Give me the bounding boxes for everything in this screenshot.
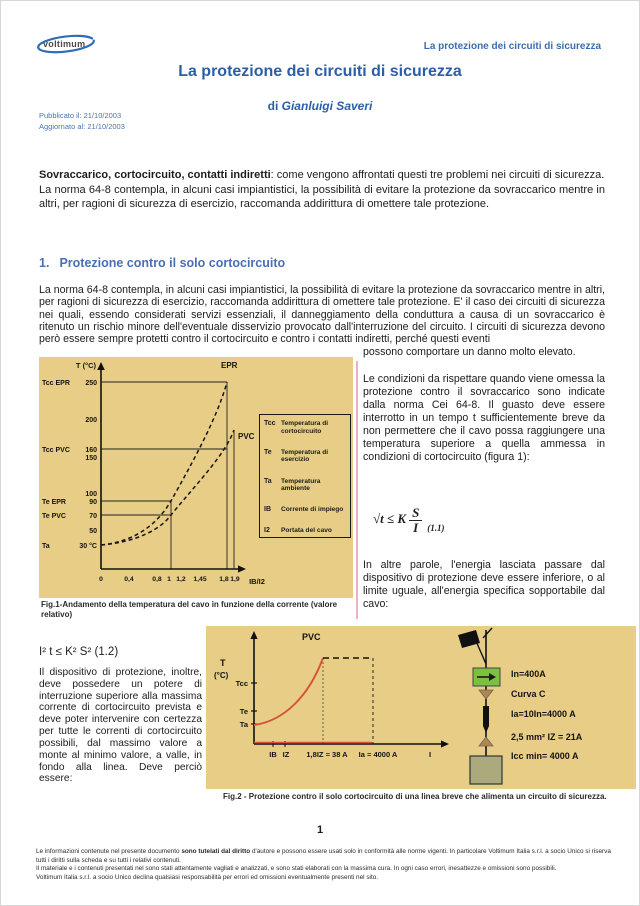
- fig2-y-title-2: (°C): [214, 671, 229, 680]
- intro-paragraph: [39, 168, 605, 212]
- circuit-label: Icc min= 4000 A: [511, 751, 579, 761]
- fig1-ytick: 90: [89, 499, 97, 506]
- intro-lead-rest: : come vengono affrontati questi tre problemi nei circuiti di sicurezza.: [270, 169, 605, 181]
- legend-item: [264, 478, 347, 493]
- publication-dates: [39, 111, 125, 133]
- section-1-paragraph: La norma 64-8 contempla, in alcuni casi impiantistici, la possibilità di evitare la protezione da sovraccarico mentre in altri, per ragioni di sicurezza di esercizio, raccomanda addirittura di omettere tale protezione. E' il caso dei circuiti di sicurezza nei quali, essendo considerati servizi essenziali, il danneggiamento della conduttura a causa di un sovraccarico è ritenuto un rischio minore dell'eventuale disservizio provocato dall'interruzione del circuito. I circuiti di sicurezza devono però essere sempre protetti contro il cortocircuito e contro i contatti indiretti, perché questi eventi: [39, 284, 605, 346]
- formula-fraction: [409, 506, 422, 534]
- formula-lhs: √t ≤ K: [373, 511, 407, 527]
- author-name: Gianluigi Saveri: [281, 99, 373, 113]
- voltimum-logo-text: voltimum: [43, 39, 86, 49]
- legend-symbol: Ta: [264, 477, 272, 485]
- fig1-xtick: 1,2: [176, 576, 186, 583]
- legend-item: [264, 506, 347, 514]
- fig1-x-axis-title: IB/I2: [249, 577, 265, 586]
- updated-date: Aggiornato al: 21/10/2003: [39, 121, 125, 131]
- fig1-ylabel-name: Te EPR: [42, 499, 66, 506]
- fig1-xtick: 0,4: [124, 576, 134, 583]
- figure-1-edge-rule: [356, 361, 358, 619]
- figure-2: [206, 626, 636, 789]
- formula-tag: (1.1): [427, 523, 445, 534]
- connector-arrow-icon: [479, 690, 493, 699]
- intro-paragraph-2: La norma 64-8 contempla, in alcuni casi impiantistici, la possibilità di evitare la protezione da sovraccarico mentre in altri, per ragioni di sicurezza di esercizio, raccomanda addirittura di omettere tale protezione.: [39, 183, 605, 211]
- section-1-heading: [39, 256, 285, 270]
- fig1-ytick: 200: [85, 417, 97, 424]
- figure-1-caption: Fig.1-Andamento della temperatura del cavo in funzione della corrente (valore relativo): [41, 600, 338, 620]
- fig1-xtick: 1,9: [230, 576, 240, 583]
- fig1-ytick: 70: [89, 513, 97, 520]
- fig1-ylabel-name: Tcc PVC: [42, 447, 70, 454]
- fig1-ytick: 100: [85, 491, 97, 498]
- fig2-x-axis-title: I: [428, 750, 432, 759]
- formula-denominator: I: [413, 519, 419, 535]
- legend-text: Temperatura ambiente: [281, 477, 321, 493]
- section-title: Protezione contro il solo cortocircuito: [59, 256, 286, 270]
- voltimum-logo: [35, 33, 99, 55]
- published-date: Pubblicato il: 21/10/2003: [39, 111, 122, 120]
- fig2-pvc-label: PVC: [302, 632, 321, 642]
- cable-segment-icon: [483, 706, 489, 733]
- fig1-ylabel-name: Ta: [42, 543, 50, 550]
- figure-2-caption: Fig.2 - Protezione contro il solo cortocircuito di una linea breve che alimenta un circuito di sicurezza.: [223, 792, 607, 801]
- legend-symbol: I2: [264, 527, 270, 535]
- fig2-xtick: 1,8IZ = 38 A: [306, 750, 348, 759]
- section-1-paragraph-wrap: possono comportare un danno molto elevato.: [363, 346, 576, 358]
- left-column-paragraph: Il dispositivo di protezione, inoltre, deve possedere un potere di interruzione superiore alla massima corrente di cortocircuito prevista e deve poter intervenire con certezza per tutte le correnti di cortocircuito possibili, dal massimo valore a monte al minimo valore, a valle, in fondo alla linea. Deve perciò essere:: [39, 667, 202, 785]
- fig2-ytick: Ta: [239, 720, 248, 729]
- formula-numerator: S: [409, 506, 422, 521]
- load-box-icon: [470, 756, 502, 784]
- fig2-ytick: Tcc: [235, 679, 248, 688]
- circuit-label: 2,5 mm² IZ = 21A: [511, 732, 583, 742]
- footer-line4: Voltimum Italia s.r.l. a socio Unico declina qualsiasi responsabilità per errori ed omissioni eventualmente presenti nel sito.: [36, 873, 379, 881]
- fig1-legend: [259, 414, 351, 538]
- footer-line3: Il materiale e i contenuti presentati nel sono stati attentamente vagliati e analizzati, e sono stati elaborati con la massima cura. In ogni caso errori, inesattezze e omissioni sono possibili.: [36, 865, 557, 873]
- right-column-paragraph-2: In altre parole, l'energia lasciata passare dal dispositivo di protezione deve essere inferiore, o al limite uguale, all'energia specifica sopportabile dal cavo:: [363, 559, 605, 610]
- page-title: La protezione dei circuiti di sicurezza: [178, 63, 462, 80]
- connector-arrow-icon: [479, 737, 493, 746]
- legend-text: Portata del cavo: [281, 527, 332, 535]
- fig1-ytick: 30 °C: [79, 543, 97, 550]
- footer-line1-pre: Le informazioni contenute nel presente documento: [36, 848, 182, 855]
- fig2-chart: [206, 626, 636, 789]
- circuit-label: Curva C: [511, 689, 546, 699]
- logo-swoosh-icon: [35, 33, 99, 55]
- fig1-xtick: 1,45: [193, 576, 207, 583]
- byline-prefix: di: [267, 99, 282, 113]
- fig2-xtick: IB: [269, 750, 277, 759]
- footer-line1-post: d'autore e possono essere usati solo in conformità alle norme vigenti. In particolare Voltimum Italia s.r.l. a socio Unico si riserva tutti i diritti sulla scheda e su tutti i relativi contenuti.: [36, 848, 611, 864]
- circuit-diagram: [458, 628, 583, 784]
- footer-line1-bold: sono tutelati dal diritto: [181, 848, 251, 855]
- fig1-xtick: 0: [99, 576, 103, 583]
- circuit-label: Ia=10In=4000 A: [511, 709, 576, 719]
- fig1-pvc-label: PVC: [238, 432, 255, 441]
- fig1-ylabel-name: Te PVC: [42, 513, 66, 520]
- legend-text: Temperatura di cortocircuito: [281, 420, 329, 435]
- figure-1: [39, 357, 353, 598]
- fig1-ylabel-name: Tcc EPR: [42, 380, 70, 387]
- fig2-y-title-1: T: [220, 658, 226, 668]
- fig1-ytick: 50: [89, 528, 97, 535]
- fig2-ytick: Te: [239, 707, 248, 716]
- right-column-paragraph-1: Le condizioni da rispettare quando viene omessa la protezione contro il sovraccarico sono indicate dalla norma Cei 64-8. Il guasto deve essere interrotto in un tempo t sufficientemente breve da non permettere che il cavo possa raggiungere una temperatura superiore a quella ammessa in condizioni di cortocircuito (figura 1):: [363, 373, 605, 463]
- fig1-ytick: 150: [85, 455, 97, 462]
- fig1-xtick: 1: [167, 576, 171, 583]
- header-running-title: La protezione dei circuiti di sicurezza: [423, 41, 601, 52]
- formula-1-1: [373, 506, 445, 534]
- page-number: 1: [316, 824, 324, 836]
- legend-item: [264, 449, 347, 464]
- section-number: 1.: [39, 256, 50, 270]
- legend-symbol: Tcc: [264, 420, 276, 427]
- fig1-xtick: 1,8: [219, 576, 229, 583]
- formula-1-2: I² t ≤ K² S² (1.2): [39, 646, 119, 658]
- fig1-epr-label: EPR: [221, 361, 238, 370]
- fig2-xtick: Ia = 4000 A: [358, 750, 398, 759]
- legend-text: Temperatura di esercizio: [281, 448, 329, 464]
- legend-symbol: IB: [264, 506, 271, 514]
- footer-disclaimer: [36, 848, 612, 883]
- legend-item: [264, 420, 347, 435]
- intro-lead-bold: Sovraccarico, cortocircuito, contatti indiretti: [39, 169, 271, 181]
- fig1-ytick: 250: [85, 380, 97, 387]
- fig1-y-axis-title: T (°C): [75, 361, 96, 370]
- legend-symbol: Te: [264, 448, 272, 456]
- fig1-xtick: 0,8: [152, 576, 162, 583]
- circuit-label: In=400A: [511, 669, 546, 679]
- legend-text: Corrente di impiego: [281, 506, 344, 514]
- fig1-ytick: 160: [85, 447, 97, 454]
- legend-item: [264, 527, 347, 535]
- fig2-xtick: IZ: [282, 750, 290, 759]
- disconnector-flag-icon: [458, 630, 480, 648]
